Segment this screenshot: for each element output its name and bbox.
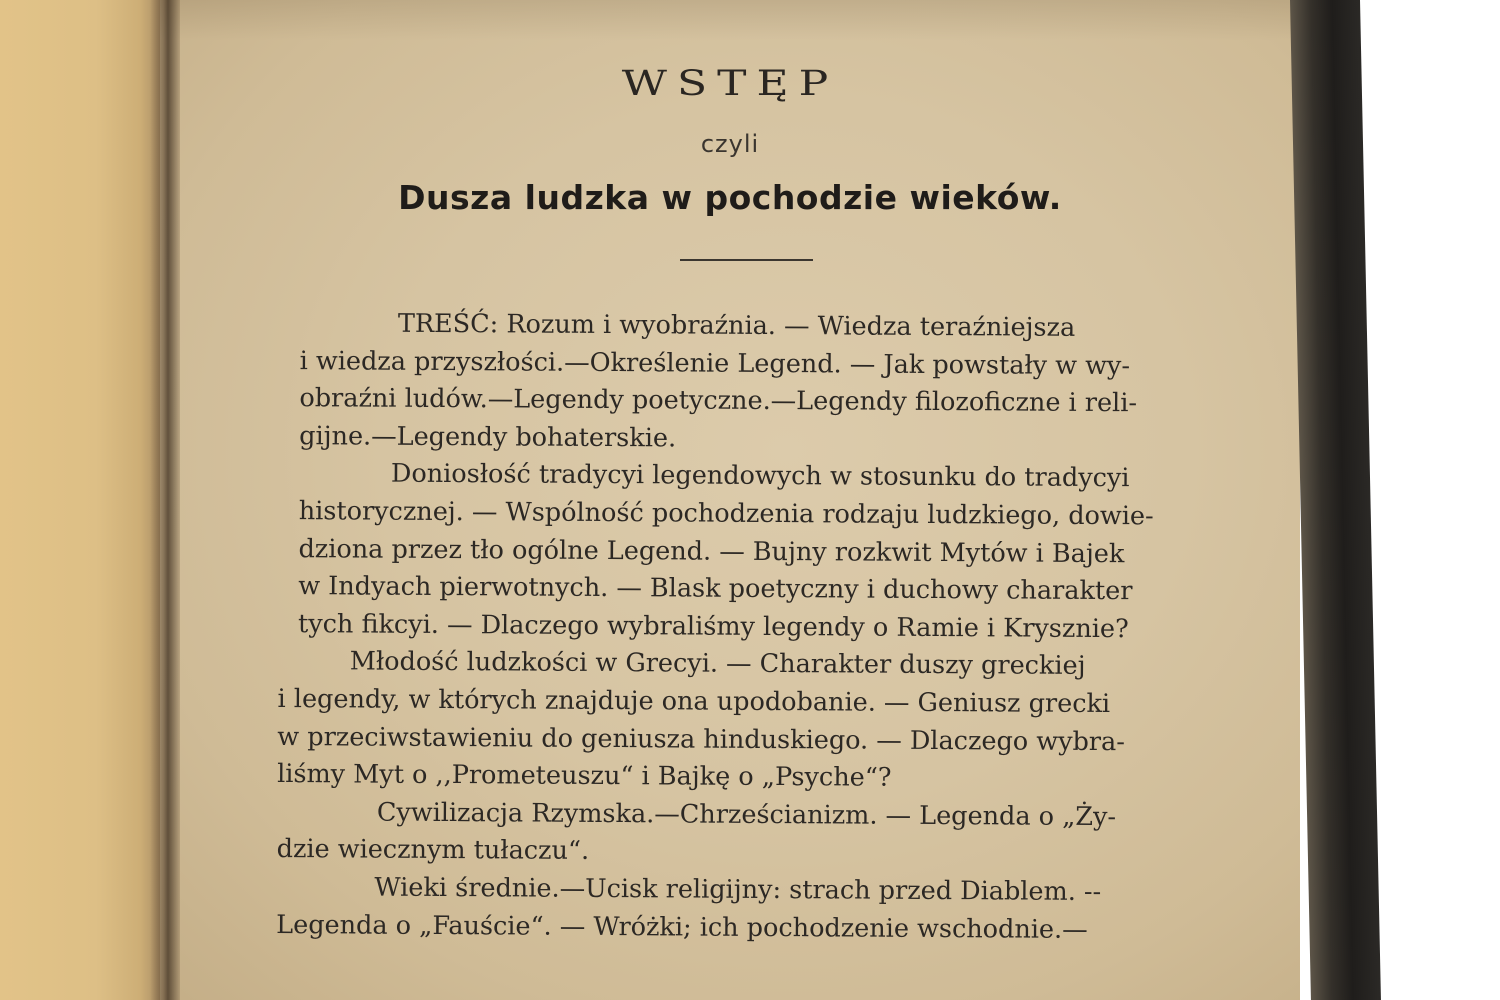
page-top-shadow: [160, 0, 1300, 40]
contents-text: [276, 305, 1210, 950]
text-line: dzie wiecznym tułaczu“.: [276, 834, 590, 867]
text-line: w Indyach pierwotnych. — Blask poetyczny i duchowy charakter: [298, 571, 1133, 607]
text-line: Cywilizacja Rzymska.—Chrześcianizm. — Legenda o „Ży-: [376, 797, 1117, 832]
paragraph-rome: [277, 794, 1207, 875]
text-line: liśmy Myt o ,,Prometeuszu“ i Bajkę o „Psyche“?: [277, 759, 892, 793]
paragraph-middle-ages: [276, 869, 1206, 950]
text-line: historycznej. — Wspólność pochodzenia rodzaju ludzkiego, dowie-: [298, 496, 1154, 532]
text-line: obraźni ludów.—Legendy poetyczne.—Legendy filozoficzne i reli-: [299, 383, 1138, 419]
paragraph-summary: [279, 305, 1210, 461]
text-line: dziona przez tło ogólne Legend. — Bujny rozkwit Mytów i Bajek: [298, 533, 1125, 569]
page-subtitle: czyli: [700, 130, 760, 158]
paragraph-tradition: [278, 455, 1209, 649]
paragraph-greece: [277, 643, 1208, 799]
text-line: Wieki średnie.—Ucisk religijny: strach przed Diablem. --: [374, 872, 1102, 907]
text-line: tych fikcyi. — Dlaczego wybraliśmy legendy o Ramie i Krysznie?: [297, 608, 1129, 644]
text-line: i legendy, w których znajduje ona upodobanie. — Geniusz grecki: [277, 683, 1111, 720]
text-line: gijne.—Legendy bohaterskie.: [299, 420, 677, 454]
title-rule: [680, 259, 813, 261]
book-cover-edge: [1290, 0, 1381, 1000]
page-title: WSTĘP: [621, 63, 839, 104]
text-line: Młodość ludzkości w Grecyi. — Charakter duszy greckiej: [349, 646, 1086, 682]
text-line: Doniosłość tradycyi legendowych w stosunku do tradycyi: [390, 459, 1130, 494]
page-heading: Dusza ludzka w pochodzie wieków.: [398, 178, 1062, 217]
text-line: TREŚĆ: Rozum i wyobraźnia. — Wiedza teraźniejsza: [397, 308, 1076, 343]
text-line: Legenda o „Fauście“. — Wróżki; ich pochodzenie wschodnie.—: [276, 909, 1088, 945]
text-line: w przeciwstawieniu do geniusza hinduskiego. — Dlaczego wybra-: [277, 721, 1125, 757]
text-line: i wiedza przyszłości.—Określenie Legend. — Jak powstały w wy-: [299, 345, 1131, 381]
left-page: [0, 0, 175, 1000]
